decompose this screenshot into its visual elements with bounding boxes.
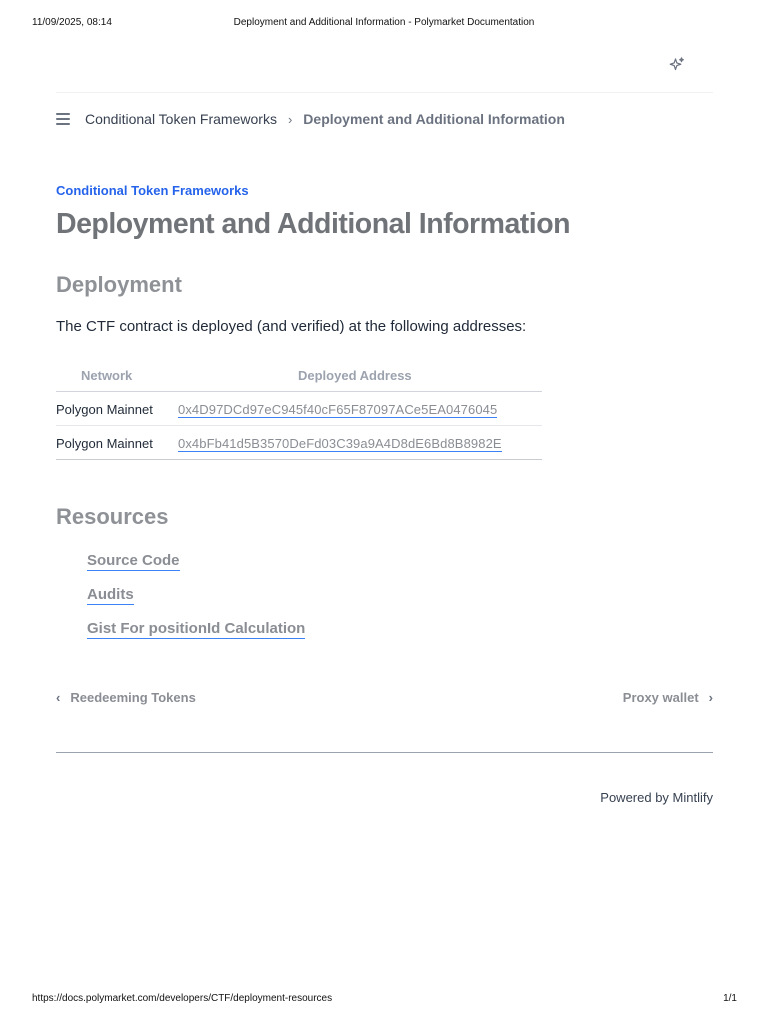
print-header <box>0 17 768 31</box>
next-page-label: Proxy wallet <box>622 690 699 705</box>
deployment-table <box>56 360 542 460</box>
gist-link[interactable]: Gist For positionId Calculation <box>87 620 306 637</box>
print-page-number: 1/1 <box>723 993 737 1004</box>
prev-page-label: Reedeeming Tokens <box>70 690 196 705</box>
footer-divider <box>56 752 713 753</box>
deployment-intro: The CTF contract is deployed (and verified) at the following addresses: <box>56 318 527 335</box>
assistant-button[interactable] <box>666 54 688 76</box>
breadcrumb <box>56 109 565 129</box>
powered-by-link[interactable]: Powered by Mintlify <box>600 790 713 805</box>
source-code-link[interactable]: Source Code <box>87 552 180 569</box>
chevron-right-icon: › <box>708 690 713 705</box>
address-link[interactable]: 0x4bFb41d5B3570DeFd03C39a9A4D8dE6Bd8B8982E <box>178 436 502 451</box>
table-row <box>56 426 542 460</box>
page-navigation <box>56 690 713 708</box>
prev-page-link[interactable] <box>56 690 196 705</box>
audits-link[interactable]: Audits <box>87 586 134 603</box>
breadcrumb-current: Deployment and Additional Information <box>303 111 565 127</box>
address-link[interactable]: 0x4D97DCd97eC945f40cF65F87097ACe5EA0476045 <box>178 402 498 417</box>
breadcrumb-parent[interactable]: Conditional Token Frameworks <box>85 111 277 127</box>
print-datetime: 11/09/2025, 08:14 <box>32 17 112 28</box>
deployment-heading[interactable]: Deployment <box>56 272 182 297</box>
section-eyebrow: Conditional Token Frameworks <box>56 183 249 198</box>
network-cell: Polygon Mainnet <box>56 402 153 417</box>
table-header <box>56 360 542 392</box>
resources-heading[interactable]: Resources <box>56 504 169 529</box>
network-cell: Polygon Mainnet <box>56 436 153 451</box>
chevron-left-icon: ‹ <box>56 690 61 705</box>
resources-list <box>87 552 305 654</box>
sparkle-icon <box>668 56 686 74</box>
page-title: Deployment and Additional Information <box>56 208 571 240</box>
column-header-network: Network <box>81 368 133 383</box>
next-page-link[interactable] <box>623 690 713 705</box>
hamburger-menu-icon[interactable] <box>56 113 70 125</box>
column-header-address: Deployed Address <box>298 368 412 383</box>
table-row <box>56 392 542 426</box>
print-url: https://docs.polymarket.com/developers/CTF/deployment-resources <box>32 993 333 1004</box>
breadcrumb-separator-icon: › <box>287 111 293 127</box>
print-footer <box>0 993 768 1007</box>
topbar-divider <box>56 92 713 93</box>
print-doc-title: Deployment and Additional Information - Polymarket Documentation <box>233 17 535 28</box>
